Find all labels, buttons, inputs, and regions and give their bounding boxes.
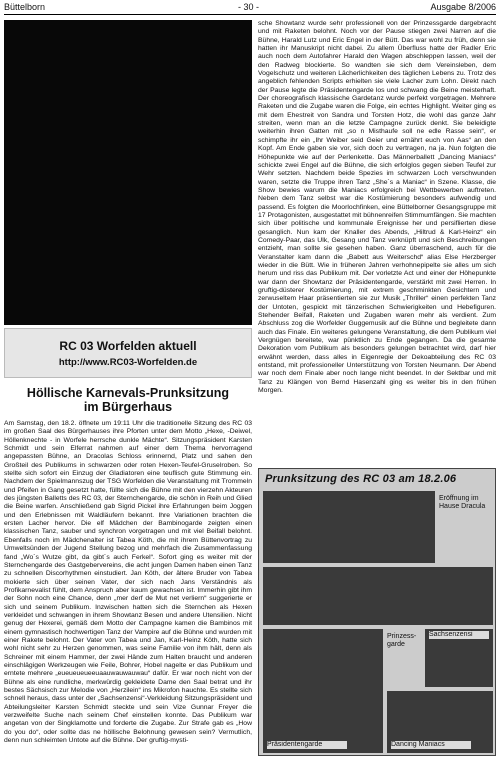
issue-label: Ausgabe 8/2006 (430, 2, 496, 12)
photo-garde-row (263, 567, 493, 625)
caption-dancing-maniacs: Dancing Maniacs (391, 741, 471, 749)
caption-sachsenzensi: Sachsenzensi (429, 631, 489, 639)
page-number: - 30 - (238, 2, 260, 12)
article-title-line1: Höllische Karnevals-Prunksitzung (26, 386, 230, 400)
banner-url[interactable]: http://www.RC03-Worfelden.de (58, 357, 198, 368)
page-header (0, 0, 500, 14)
photo-stage-dracula (263, 491, 435, 563)
photo-title: Prunksitzung des RC 03 am 18.2.06 (265, 473, 457, 485)
caption-eroeffnung: Eröffnung im Hause Dracula (439, 495, 486, 510)
header-rule (4, 14, 496, 15)
club-banner (4, 328, 252, 378)
article-text-right: sche Showtanz wurde sehr professionell von der Prinzessgarde dargebracht und mit Raketen belohnt. Noch vor der Pause stiegen zwei Narren auf die Bühne, Harald Lutz und Eric Engel in der Bütt. Das war wohl zu früh, denn sie hatten ihr Manuskript nicht dabei. Zu allem Überfluss hatte der Radler Eric auch noch dem Autofahrer Harald den Wagen abschleppen lassen, weil der den Radweg blockierte. So wandten sie sich dem Vereinsleben, dem Vogelschutz und weiteren Lächerlichkeiten des täglichen Lebens zu. Trotz des angeblich fehlenden Scripts erhielten sie viele Lacher zum Lohn. Direkt nach der Pause legte die Präsidentengarde los und schwang die Beine meisterhaft. Der choreografisch klassische Gardetanz wurde perfekt vorgetragen. Mehrere Raketen und die Zugabe waren die Folge, ein echtes Highlight. Weiter ging es mit dem Ehestreit von Sandra und Torsten Hotz, die wohl das ganze Jahr streiten, wenn man an die letzte Campagne zurück denkt. Sie beleidigte weiterhin ihren Gatten mit „so n Misthaufe soll ne edle Rasse sein“, er schimpfte ihr ein „Ihr Weiber seid Geier und ernährt euch von Aas“ an den Kopf. Am Ende gaben sie vor, sich doch zu vertragen, na ja. Nun folgten die Höhepunkte wie auf der Perlenkette. Das Männerballett „Dancing Maniacs“ schickte zwei Engel auf die Bühne, die sich erfolglos gegen sieben Teufel zur Wehr setzten. Nachdem beide Spezies im schwarzen Loch verschwunden waren, setzte die Truppe ihren Tanz „She´s a Maniac“ in Szene. Klasse, die Show bewies warum die Maniacs erfolgreich bei Wettbewerben auftreten. Neben dem Tanz selbst war die Kostümierung besonders aufwendig und passend. Es folgten die Moorlochfinken, eine Büttelborner Gesangsgruppe mit 17 Protagonisten, ausgestattet mit bühnenreifen Stimmumfängen. Sie machten sich über politische und kommunale Ereignisse her und persiflierten diese gesanglich. Nun kam der Knaller des Abends, „Hiltrud & Karl-Heinz“ ein Comedy-Paar, das Ulk, Gesang und Tanz verknüpft und sich Beschreibungen entzieht, man sollte sie gesehen haben. Ganz überraschend, auch für die Veranstalter kam dann die „Babett aus Weiterschd“ alias Else Herzberger wieder in die Bütt. Wie in früheren Jahren verhohnepipelte sie alles um sich herum und riss das Publikum mit. Der vorletzte Act und einer der Höhepunkte war dann der Showtanz der Präsidentengarde, verstärkt mit zwei Herren. In gruftig-düsterer Kostümierung, mit extrem geschminkten Gesichtern und zerwuseltem Haar präsentierten sie zur Musik „Thriller“ einen perfekten Tanz der Untoten, gespickt mit tänzerischen Schwierigkeiten und Hebefiguren. Stehender Beifall, Raketen und Zugaben waren mehr als verdient. Zum Abschluss zog die Worfelder Guggemusik auf die Bühne und begleitete dann auch das Finale. Ein weiteres gelungene Veranstaltung, die dem Publikum viel Vergnügen bereitete, war pünktlich zu Ende gegangen. Da die gesamte Dekoration vom Publikum als besonders gelungen betrachtet wird, darf hier erwähnt werden, dass alles in Eigenregie der Dekoabteilung des RC 03 entstand, mit professioneller Unterstützung von Torsten Neumann. Der Abend war noch dem Finale aber noch lange nicht beendet. In der Sektbar und mit Tanz zu Klängen von Bernd Hasenzahl ging es weiter bis in den frühen Morgen. (258, 20, 496, 395)
photo-collage (258, 468, 496, 756)
header-location: Büttelborn (4, 2, 46, 12)
article-title (4, 386, 252, 414)
banner-title: RC 03 Worfelden aktuell (59, 339, 197, 353)
black-image-area (4, 20, 252, 325)
caption-praesidentengarde: Präsidentengarde (267, 741, 347, 749)
photo-praesidentengarde (263, 629, 383, 753)
article-title-line2: im Bürgerhaus (83, 400, 173, 414)
caption-prinzessgarde: Prinzess-garde (387, 633, 417, 648)
article-text-left: Am Samstag, den 18.2. öffnete um 19:11 Uhr die traditionelle Sitzung des RC 03 im großen Saal des Bürgerhauses ihre Pforten unter dem Motto „Hexe, -Deiwel, Höllenknechte - in Worfele herrsche dunkle Mächte“. Sitzungspräsident Karsten Schmidt und sein Elferrat nahmen auf einer dem Thema hervorragend angepassten Bühne, an Dracolas Schloss erinnernd, Platz und sahen den Großteil des Publikums in schwarzen oder roten Hexen-Teufel-Gruselroben. So stellte sich sofort ein Einzug der Gladiatoren eine teuflisch gute Stimmung ein. Nachdem der Spielmannszug der TSG Worfelden die Veranstaltung mit Trommeln und Pfeifen in Gang gesetzt hatte, füllte sich die Bühne mit den vierzehn Akteuren des jüngsten Balletts des RC 03, der Sternchengarde, die schön in Reih und Glied die Beine warfen. Anschließend gab Sigrid Pickel ihre Erfahrungen beim Joggen und den Erlebnissen mit Waldläufern bekannt. Ihre Variationen brachten die ersten Lacher hervor. Die elf Mädchen der Bambinogarde zeigten einen klassischen Tanz, sauber und synchron vorgetragen und mit viel Beifall belohnt. Ebenfalls noch im Mädchenalter ist Tabea Köth, die mit ihrem Büttenvortrag zu Umweltsünden der Jugend Stellung bezog und mehrfach die Zusammenfassung fand „Wo´s Wutze gibt, da gibt´s auch Ferkel“. Sofort ging es weiter mit der Sternchengarde des Gastgebervereins, die acht jungen Damen haben einen Tanz zu schnellen Discorhythmen einstudiert. Jan Köth, der ältere Bruder von Tabea mokierte sich über seinen Vater, der sich nach Jans Verständnis als Profikarnevalist fühlt, dem Anspruch aber kaum gewachsen ist. Immerhin gibt ihm der Sohn noch eine Chance, denn „mer derf de Mut net verliern“ suggerierte er sich und seinem Publikum. Inzwischen hatten sich die Sternchen als Hexen verkleidet und schwangen in ihrem Showtanz Besen und andere Utensilien. Nicht genug der Hexerei, gemäß dem Motto der Campagne kamen die Bambinos mit einem gymnastisch hochwertigen Tanz der Vampire auf die Bühne und wurden mit einer Rakete belohnt. Der Vater von Tabea und Jan, Karl-Heinz Köth, hatte sich wohl nicht sehr zu Herzen genommen, was seine Familie von ihm hält, denn als Schreiner mit einem Hammer, der zwei Hände zum Halten braucht und anderen einschlägigen Werkzeugen wie Feile, Bohrer, Hobel nagelte er das Publikum und erntete mehrere „eueueueueeuaauwauwauwau“ dafür. Er war noch nicht von der Bühne als eine rundliche, merkwürdig gekleidete Dame den Saal betrat und ihr bestes Sächsisch zur Melodie von „Herzilein“ ins Mikrofon hauchte. Es stellte sich schnell heraus, dass unter der „Sachsenzensi“-Verkleidung Sitzungspräsident und Abteilungsleiter Karsten Schmidt steckte und sein Vize Gunnar Freyer die verzweifelte Suche nach seinem Chef einstellen konnte. Das Publikum war angetan von der Singklamotte und forderte die Zugabe. Zur Strafe gab es „How do you do“, oder sollte das ne höllische Belohnung gewesen sein? Vermutlich, denn nun schleimten Untote auf die Bühne. Der gruftig-mysti- (4, 420, 252, 745)
